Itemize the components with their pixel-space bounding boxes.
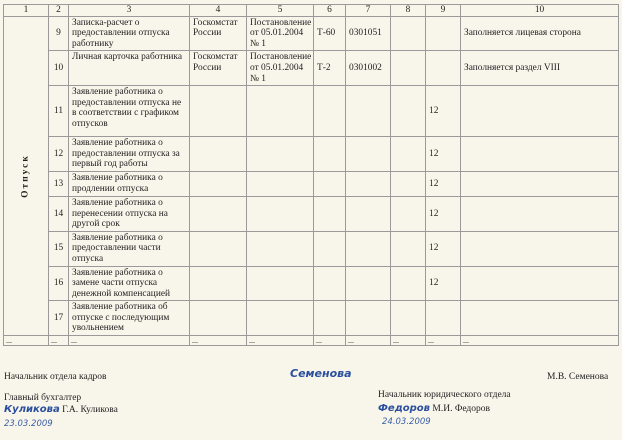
cell-okud: [346, 137, 391, 172]
cell-form: Т-60: [314, 16, 346, 51]
cell-c9: 12: [426, 137, 461, 172]
legal-head-signature-line: [378, 403, 490, 414]
table-row: [4, 266, 619, 301]
cell-okud: [346, 196, 391, 231]
row-number: 9: [49, 16, 69, 51]
cell-doc: [247, 171, 314, 196]
documents-table: [3, 4, 619, 346]
table-row: [4, 171, 619, 196]
column-number: 7: [346, 5, 391, 17]
cell-c8: [391, 86, 426, 137]
cell-okud: [346, 231, 391, 266]
table-row: [4, 51, 619, 86]
cell-approved: Госкомстат России: [190, 51, 247, 86]
row-number: 17: [49, 301, 69, 336]
cell-doc: Постановление от 05.01.2004 № 1: [247, 16, 314, 51]
cell-form: [314, 86, 346, 137]
cell-c9: [426, 301, 461, 336]
chief-accountant-title: Главный бухгалтер: [4, 393, 82, 403]
cell-c8: [391, 171, 426, 196]
ellipsis-cell: ...: [247, 336, 314, 346]
cell-okud: [346, 266, 391, 301]
ellipsis-cell: ...: [190, 336, 247, 346]
row-number: 11: [49, 86, 69, 137]
chief-accountant-signature: Куликова: [4, 404, 60, 415]
column-number: 5: [247, 5, 314, 17]
cell-name: Заявление работника о предоставлении части отпуска: [69, 231, 190, 266]
cell-approved: [190, 196, 247, 231]
cell-doc: [247, 137, 314, 172]
cell-doc: [247, 301, 314, 336]
cell-c9: 12: [426, 231, 461, 266]
cell-okud: 0301002: [346, 51, 391, 86]
ellipsis-cell: ...: [461, 336, 619, 346]
cell-approved: [190, 231, 247, 266]
table-row: [4, 231, 619, 266]
cell-name: Личная карточка работника: [69, 51, 190, 86]
cell-name: Заявление работника об отпуске с последующим увольнением: [69, 301, 190, 336]
cell-approved: [190, 171, 247, 196]
cell-note: Заполняется лицевая сторона: [461, 16, 619, 51]
legal-head-title: Начальник юридического отдела: [378, 390, 511, 400]
column-number: 8: [391, 5, 426, 17]
chief-accountant-signature-line: [4, 404, 118, 415]
cell-form: [314, 196, 346, 231]
ellipsis-cell: ...: [69, 336, 190, 346]
legal-head-name: М.И. Федоров: [432, 404, 490, 414]
cell-form: [314, 171, 346, 196]
column-number: 2: [49, 5, 69, 17]
ellipsis-cell: ...: [346, 336, 391, 346]
cell-c9: 12: [426, 266, 461, 301]
cell-approved: Госкомстат России: [190, 16, 247, 51]
hr-head-title: Начальник отдела кадров: [4, 372, 107, 382]
cell-c8: [391, 301, 426, 336]
cell-c8: [391, 196, 426, 231]
chief-accountant-name: Г.А. Куликова: [62, 405, 118, 415]
column-number: 1: [4, 5, 49, 17]
section-label-cell: [4, 16, 49, 335]
row-number: 14: [49, 196, 69, 231]
cell-name: Заявление работника о перенесении отпуска на другой срок: [69, 196, 190, 231]
ellipsis-row: [4, 336, 619, 346]
cell-note: [461, 137, 619, 172]
cell-c8: [391, 266, 426, 301]
ellipsis-cell: ...: [426, 336, 461, 346]
legal-head-signature: Федоров: [378, 403, 431, 414]
cell-c8: [391, 16, 426, 51]
cell-approved: [190, 301, 247, 336]
legal-head-date: 24.03.2009: [382, 417, 431, 427]
cell-note: [461, 196, 619, 231]
cell-note: [461, 301, 619, 336]
column-number: 3: [69, 5, 190, 17]
row-number: 10: [49, 51, 69, 86]
row-number: 13: [49, 171, 69, 196]
cell-form: [314, 231, 346, 266]
hr-head-signature: Семенова: [290, 367, 352, 380]
cell-form: [314, 137, 346, 172]
cell-name: Заявление работника о предоставлении отпуска за первый год работы: [69, 137, 190, 172]
row-number: 15: [49, 231, 69, 266]
cell-doc: [247, 231, 314, 266]
cell-c8: [391, 231, 426, 266]
cell-doc: [247, 86, 314, 137]
table-row: [4, 16, 619, 51]
table-row: [4, 301, 619, 336]
column-number: 6: [314, 5, 346, 17]
cell-c8: [391, 137, 426, 172]
cell-name: Заявление работника о замене части отпуска денежной компенсацией: [69, 266, 190, 301]
cell-okud: [346, 301, 391, 336]
cell-form: [314, 301, 346, 336]
hr-head-name: М.В. Семенова: [547, 372, 609, 382]
cell-doc: [247, 266, 314, 301]
ellipsis-cell: ...: [391, 336, 426, 346]
cell-note: [461, 171, 619, 196]
table-row: [4, 137, 619, 172]
cell-c9: [426, 51, 461, 86]
column-number: 4: [190, 5, 247, 17]
cell-c9: [426, 16, 461, 51]
row-number: 16: [49, 266, 69, 301]
cell-note: Заполняется раздел VIII: [461, 51, 619, 86]
cell-approved: [190, 86, 247, 137]
ellipsis-cell: ...: [4, 336, 49, 346]
cell-doc: [247, 196, 314, 231]
cell-name: Заявление работника о продлении отпуска: [69, 171, 190, 196]
table-row: [4, 196, 619, 231]
chief-accountant-date: 23.03.2009: [4, 419, 53, 429]
table-row: [4, 86, 619, 137]
section-label: Отпуск: [20, 153, 31, 198]
ellipsis-cell: ...: [314, 336, 346, 346]
cell-c9: 12: [426, 171, 461, 196]
cell-note: [461, 86, 619, 137]
ellipsis-cell: ...: [49, 336, 69, 346]
column-number: 9: [426, 5, 461, 17]
cell-note: [461, 231, 619, 266]
cell-form: Т-2: [314, 51, 346, 86]
cell-okud: [346, 171, 391, 196]
cell-c8: [391, 51, 426, 86]
cell-approved: [190, 266, 247, 301]
column-number: 10: [461, 5, 619, 17]
cell-doc: Постановление от 05.01.2004 № 1: [247, 51, 314, 86]
cell-approved: [190, 137, 247, 172]
cell-note: [461, 266, 619, 301]
column-number-row: [4, 5, 619, 17]
cell-c9: 12: [426, 196, 461, 231]
cell-okud: 0301051: [346, 16, 391, 51]
cell-c9: 12: [426, 86, 461, 137]
cell-name: Записка-расчет о предоставлении отпуска работнику: [69, 16, 190, 51]
cell-name: Заявление работника о предоставлении отпуска не в соответствии с графиком отпусков: [69, 86, 190, 137]
row-number: 12: [49, 137, 69, 172]
cell-okud: [346, 86, 391, 137]
cell-form: [314, 266, 346, 301]
